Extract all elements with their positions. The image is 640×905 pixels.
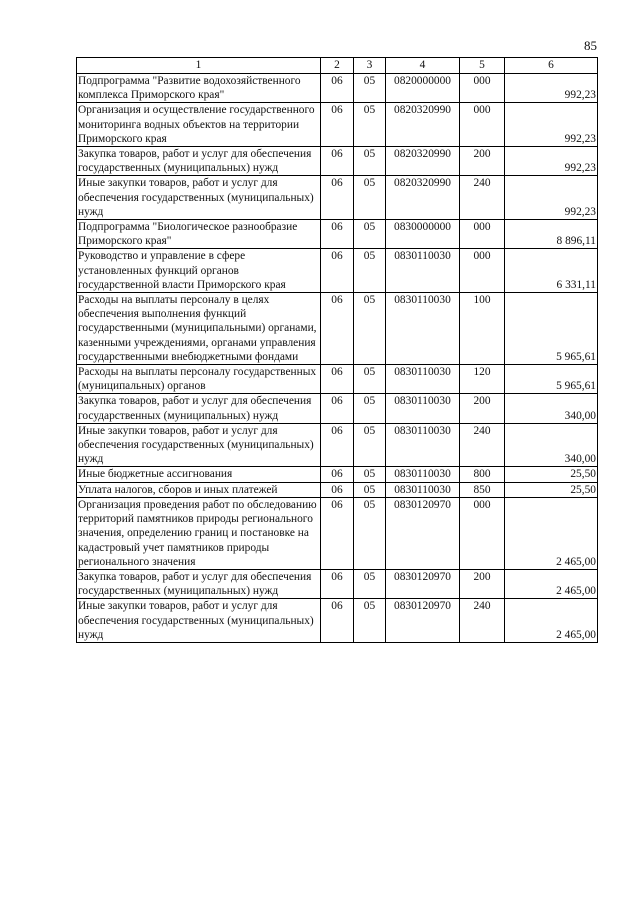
table-row bbox=[77, 176, 598, 220]
row-section-cell: 06 bbox=[321, 569, 354, 598]
header-col-6: 6 bbox=[505, 58, 598, 74]
row-amount-cell: 8 896,11 bbox=[505, 220, 598, 249]
row-expense-type-cell: 850 bbox=[460, 482, 505, 497]
row-amount-cell: 992,23 bbox=[505, 147, 598, 176]
row-name-cell: Иные закупки товаров, работ и услуг для обеспечения государственных (муниципальных) нужд bbox=[77, 599, 321, 643]
header-col-5: 5 bbox=[460, 58, 505, 74]
row-expense-type-cell: 000 bbox=[460, 497, 505, 569]
row-expense-type-cell: 000 bbox=[460, 249, 505, 293]
table-row bbox=[77, 394, 598, 423]
header-col-2: 2 bbox=[321, 58, 354, 74]
row-subsection-cell: 05 bbox=[354, 365, 386, 394]
row-target-code-cell: 0820000000 bbox=[386, 74, 460, 103]
row-target-code-cell: 0830110030 bbox=[386, 482, 460, 497]
row-amount-cell: 6 331,11 bbox=[505, 249, 598, 293]
row-amount-cell: 25,50 bbox=[505, 467, 598, 482]
page-number: 85 bbox=[584, 38, 597, 53]
row-amount-cell: 2 465,00 bbox=[505, 497, 598, 569]
row-target-code-cell: 0830110030 bbox=[386, 293, 460, 365]
row-target-code-cell: 0830110030 bbox=[386, 423, 460, 467]
header-col-4: 4 bbox=[386, 58, 460, 74]
row-subsection-cell: 05 bbox=[354, 103, 386, 147]
row-subsection-cell: 05 bbox=[354, 220, 386, 249]
row-section-cell: 06 bbox=[321, 176, 354, 220]
row-expense-type-cell: 800 bbox=[460, 467, 505, 482]
row-name-cell: Иные закупки товаров, работ и услуг для обеспечения государственных (муниципальных) нужд bbox=[77, 176, 321, 220]
row-target-code-cell: 0830110030 bbox=[386, 394, 460, 423]
row-section-cell: 06 bbox=[321, 599, 354, 643]
row-amount-cell: 992,23 bbox=[505, 103, 598, 147]
row-name-cell: Расходы на выплаты персоналу государственных (муниципальных) органов bbox=[77, 365, 321, 394]
row-target-code-cell: 0830120970 bbox=[386, 599, 460, 643]
table-row bbox=[77, 599, 598, 643]
table-row bbox=[77, 293, 598, 365]
table-row bbox=[77, 220, 598, 249]
row-section-cell: 06 bbox=[321, 249, 354, 293]
row-name-cell: Закупка товаров, работ и услуг для обеспечения государственных (муниципальных) нужд bbox=[77, 569, 321, 598]
row-subsection-cell: 05 bbox=[354, 74, 386, 103]
table-body bbox=[77, 74, 598, 643]
table-row bbox=[77, 74, 598, 103]
row-name-cell: Закупка товаров, работ и услуг для обеспечения государственных (муниципальных) нужд bbox=[77, 394, 321, 423]
row-name-cell: Руководство и управление в сфере установленных функций органов государственной власти Приморского края bbox=[77, 249, 321, 293]
row-section-cell: 06 bbox=[321, 293, 354, 365]
row-expense-type-cell: 000 bbox=[460, 74, 505, 103]
row-target-code-cell: 0820320990 bbox=[386, 176, 460, 220]
table-row bbox=[77, 103, 598, 147]
row-subsection-cell: 05 bbox=[354, 147, 386, 176]
table-row bbox=[77, 482, 598, 497]
row-subsection-cell: 05 bbox=[354, 423, 386, 467]
row-section-cell: 06 bbox=[321, 497, 354, 569]
row-name-cell: Подпрограмма "Биологическое разнообразие Приморского края" bbox=[77, 220, 321, 249]
row-subsection-cell: 05 bbox=[354, 467, 386, 482]
row-amount-cell: 5 965,61 bbox=[505, 293, 598, 365]
table-row bbox=[77, 249, 598, 293]
row-target-code-cell: 0820320990 bbox=[386, 103, 460, 147]
row-section-cell: 06 bbox=[321, 147, 354, 176]
row-subsection-cell: 05 bbox=[354, 599, 386, 643]
row-amount-cell: 340,00 bbox=[505, 394, 598, 423]
row-subsection-cell: 05 bbox=[354, 497, 386, 569]
row-expense-type-cell: 200 bbox=[460, 394, 505, 423]
row-amount-cell: 2 465,00 bbox=[505, 569, 598, 598]
row-section-cell: 06 bbox=[321, 74, 354, 103]
row-subsection-cell: 05 bbox=[354, 569, 386, 598]
table-header bbox=[77, 58, 598, 74]
table-row bbox=[77, 467, 598, 482]
row-expense-type-cell: 100 bbox=[460, 293, 505, 365]
row-subsection-cell: 05 bbox=[354, 249, 386, 293]
header-row bbox=[77, 58, 598, 74]
row-name-cell: Иные закупки товаров, работ и услуг для обеспечения государственных (муниципальных) нужд bbox=[77, 423, 321, 467]
row-section-cell: 06 bbox=[321, 482, 354, 497]
row-subsection-cell: 05 bbox=[354, 394, 386, 423]
row-section-cell: 06 bbox=[321, 394, 354, 423]
row-amount-cell: 5 965,61 bbox=[505, 365, 598, 394]
row-target-code-cell: 0830000000 bbox=[386, 220, 460, 249]
row-expense-type-cell: 200 bbox=[460, 147, 505, 176]
row-expense-type-cell: 120 bbox=[460, 365, 505, 394]
row-name-cell: Иные бюджетные ассигнования bbox=[77, 467, 321, 482]
table-row bbox=[77, 569, 598, 598]
row-target-code-cell: 0830110030 bbox=[386, 365, 460, 394]
row-amount-cell: 992,23 bbox=[505, 74, 598, 103]
row-section-cell: 06 bbox=[321, 423, 354, 467]
row-amount-cell: 2 465,00 bbox=[505, 599, 598, 643]
row-expense-type-cell: 240 bbox=[460, 423, 505, 467]
table-row bbox=[77, 423, 598, 467]
row-expense-type-cell: 240 bbox=[460, 176, 505, 220]
row-subsection-cell: 05 bbox=[354, 293, 386, 365]
row-section-cell: 06 bbox=[321, 220, 354, 249]
table-row bbox=[77, 497, 598, 569]
row-target-code-cell: 0830110030 bbox=[386, 249, 460, 293]
row-target-code-cell: 0830110030 bbox=[386, 467, 460, 482]
table-row bbox=[77, 147, 598, 176]
header-col-1: 1 bbox=[77, 58, 321, 74]
budget-table bbox=[76, 57, 598, 643]
row-name-cell: Закупка товаров, работ и услуг для обеспечения государственных (муниципальных) нужд bbox=[77, 147, 321, 176]
row-section-cell: 06 bbox=[321, 103, 354, 147]
row-amount-cell: 992,23 bbox=[505, 176, 598, 220]
row-expense-type-cell: 200 bbox=[460, 569, 505, 598]
row-target-code-cell: 0830120970 bbox=[386, 497, 460, 569]
row-expense-type-cell: 000 bbox=[460, 103, 505, 147]
row-section-cell: 06 bbox=[321, 467, 354, 482]
table-row bbox=[77, 365, 598, 394]
row-name-cell: Организация и осуществление государственного мониторинга водных объектов на территории Приморского края bbox=[77, 103, 321, 147]
row-name-cell: Расходы на выплаты персоналу в целях обеспечения выполнения функций государственными (муниципальными) органами, казенными учреждениями, органами управления государственными внебюджетными фондами bbox=[77, 293, 321, 365]
row-target-code-cell: 0820320990 bbox=[386, 147, 460, 176]
row-target-code-cell: 0830120970 bbox=[386, 569, 460, 598]
row-subsection-cell: 05 bbox=[354, 482, 386, 497]
row-name-cell: Уплата налогов, сборов и иных платежей bbox=[77, 482, 321, 497]
row-section-cell: 06 bbox=[321, 365, 354, 394]
row-name-cell: Подпрограмма "Развитие водохозяйственного комплекса Приморского края" bbox=[77, 74, 321, 103]
row-expense-type-cell: 240 bbox=[460, 599, 505, 643]
row-expense-type-cell: 000 bbox=[460, 220, 505, 249]
header-col-3: 3 bbox=[354, 58, 386, 74]
row-amount-cell: 25,50 bbox=[505, 482, 598, 497]
row-amount-cell: 340,00 bbox=[505, 423, 598, 467]
row-name-cell: Организация проведения работ по обследованию территорий памятников природы регионального значения, определению границ и постановке на кадастровый учет памятников природы регионального значения bbox=[77, 497, 321, 569]
row-subsection-cell: 05 bbox=[354, 176, 386, 220]
